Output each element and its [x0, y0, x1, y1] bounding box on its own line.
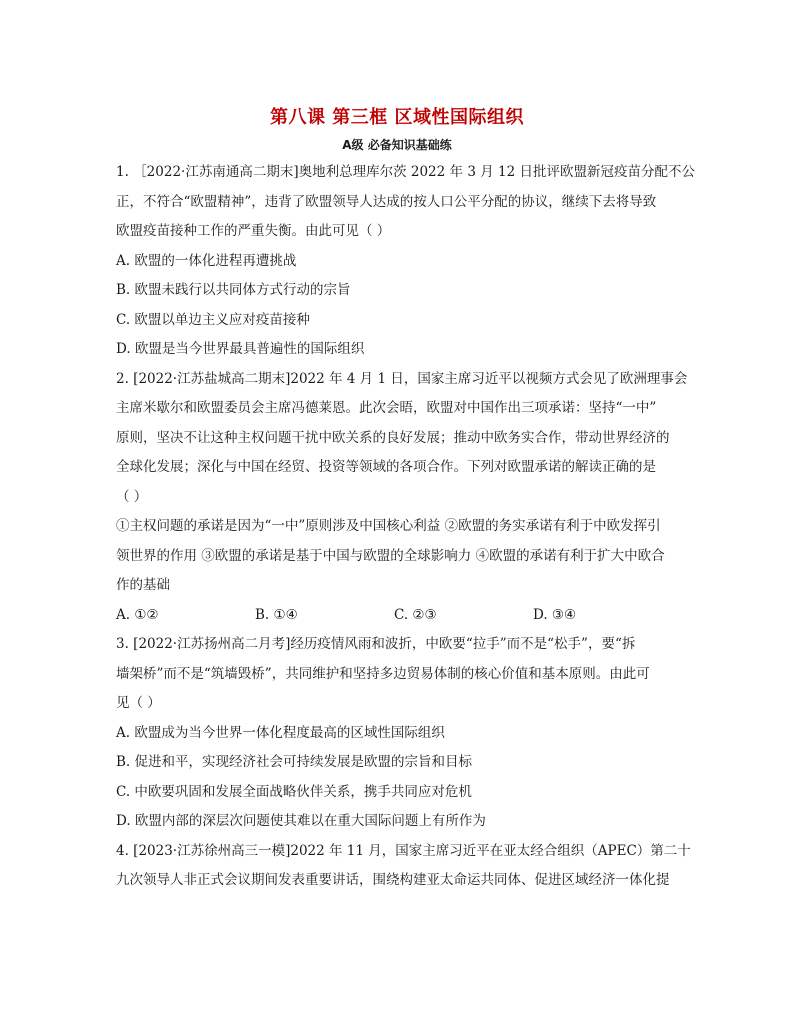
question-3	[116, 630, 682, 837]
question-3-line: 3. [2022·江苏扬州高二月考]经历疫情风雨和波折，中欧要“拉手”而不是“松手”，要“拆	[116, 636, 636, 652]
question-3-option-b[interactable]: B. 促进和平，实现经济社会可持续发展是欧盟的宗旨和目标	[116, 754, 473, 770]
question-2-statement-line: 领世界的作用 ③欧盟的承诺是基于中国与欧盟的全球影响力 ④欧盟的承诺有利于扩大中欧合	[116, 547, 665, 564]
question-2-statement-line: 作的基础	[116, 577, 170, 593]
question-1-option-d[interactable]: D. 欧盟是当今世界最具普遍性的国际组织	[116, 341, 365, 357]
question-1-option-b[interactable]: B. 欧盟未践行以共同体方式行动的宗旨	[116, 282, 351, 298]
question-2-line: 主席米歇尔和欧盟委员会主席冯德莱恩。此次会晤，欧盟对中国作出三项承诺：坚持“一中”	[116, 400, 657, 416]
question-4-line: 4. [2023·江苏徐州高三一模]2022 年 11 月，国家主席习近平在亚太经合组织（APEC）第二十	[116, 842, 691, 859]
question-1-line: 欧盟疫苗接种工作的严重失衡。由此可见（ ）	[116, 223, 391, 239]
question-3-line: 墙架桥”而不是“筑墙毁桥”，共同维护和坚持多边贸易体制的核心价值和基本原则。由此可	[116, 665, 650, 682]
question-2-option-b[interactable]: B. ①④	[255, 606, 298, 623]
question-2-line: 原则，坚决不让这种主权问题干扰中欧关系的良好发展；推动中欧务实合作，带动世界经济的	[116, 429, 670, 446]
question-3-option-d[interactable]: D. 欧盟内部的深层次问题使其难以在重大国际问题上有所作为	[116, 813, 486, 829]
question-1-line: 正，不符合“欧盟精神”，违背了欧盟领导人达成的按人口公平分配的协议，继续下去将导致	[116, 193, 657, 210]
question-2-option-a[interactable]: A. ①②	[116, 606, 159, 623]
question-2-statement-line: ①主权问题的承诺是因为“一中”原则涉及中国核心利益 ②欧盟的务实承诺有利于中欧发挥引	[116, 518, 661, 534]
section-subtitle: A级 必备知识基础练	[342, 138, 452, 152]
question-3-option-c[interactable]: C. 中欧要巩固和发展全面战略伙伴关系，携手共同应对危机	[116, 783, 472, 800]
page-title: 第八课 第三框 区域性国际组织	[269, 107, 525, 128]
question-1-option-c[interactable]: C. 欧盟以单边主义应对疫苗接种	[116, 311, 310, 328]
question-1-line: 1. ［2022·江苏南通高二期末]奥地利总理库尔茨 2022 年 3 月 12 日批评欧盟新冠疫苗分配不公	[116, 164, 695, 180]
question-4	[116, 837, 691, 896]
question-2-line: 全球化发展；深化与中国在经贸、投资等领域的各项合作。下列对欧盟承诺的解读正确的是	[116, 459, 656, 475]
question-4-line: 九次领导人非正式会议期间发表重要讲话，围绕构建亚太命运共同体、促进区域经济一体化提	[116, 872, 670, 888]
question-3-option-a[interactable]: A. 欧盟成为当今世界一体化程度最高的区域性国际组织	[116, 724, 445, 741]
question-2-line: （ ）	[116, 488, 148, 505]
question-2-line: 2. [2022·江苏盐城高二期末]2022 年 4 月 1 日，国家主席习近平以视频方式会见了欧洲理事会	[116, 370, 688, 387]
question-1	[116, 158, 695, 365]
question-2-option-d[interactable]: D. ③④	[533, 606, 577, 623]
question-1-option-a[interactable]: A. 欧盟的一体化进程再遭挑战	[116, 252, 297, 269]
question-2-options	[116, 601, 682, 631]
question-3-line: 见（ ）	[116, 695, 161, 711]
question-2-option-c[interactable]: C. ②③	[394, 606, 437, 623]
question-2	[116, 365, 688, 631]
question-list	[116, 158, 695, 896]
